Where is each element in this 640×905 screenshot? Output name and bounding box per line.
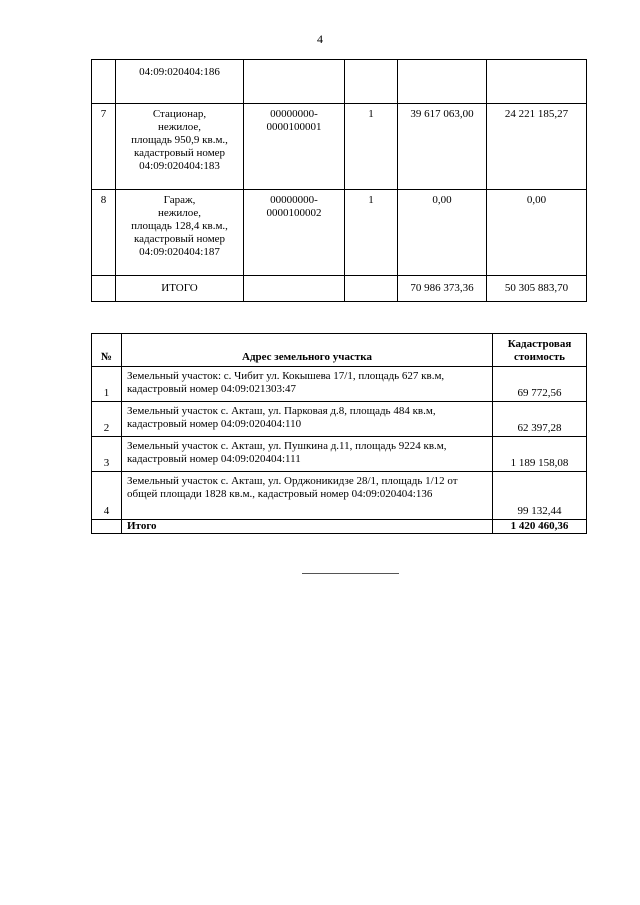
code-line: 0000100001 (266, 121, 322, 133)
name-line: 04:09:020404:183 (139, 160, 220, 172)
table-row (92, 104, 587, 190)
name-line: Стационар, (152, 108, 207, 120)
cell-code (244, 60, 345, 104)
cell-value: 62 397,28 (493, 402, 587, 437)
cell-code (244, 276, 345, 302)
table-row (92, 437, 587, 472)
header-value-line: стоимость (514, 351, 565, 363)
total-value1: 70 986 373,36 (398, 276, 487, 302)
table-total-row (92, 520, 587, 534)
page-number: 4 (317, 32, 323, 46)
header-value (493, 334, 587, 367)
cell-value2 (487, 60, 587, 104)
cell-value2: 24 221 185,27 (487, 104, 587, 190)
header-value-line: Кадастровая (507, 338, 572, 350)
name-line: кадастровый номер (133, 147, 226, 159)
cell-code (244, 104, 345, 190)
cell-name: 04:09:020404:186 (116, 60, 244, 104)
name-line: 04:09:020404:187 (139, 246, 220, 258)
cell-address: Земельный участок: с. Чибит ул. Кокышева 17/1, площадь 627 кв.м, кадастровый номер 04:09:021303:47 (122, 367, 493, 402)
property-table (91, 59, 587, 302)
total-value2: 50 305 883,70 (487, 276, 587, 302)
cell-qty (345, 276, 398, 302)
cell-qty (345, 60, 398, 104)
cell-num: 7 (92, 104, 116, 190)
cell-num (92, 276, 116, 302)
cell-address: Земельный участок с. Акташ, ул. Парковая д.8, площадь 484 кв.м, кадастровый номер 04:09:020404:110 (122, 402, 493, 437)
cell-num: 8 (92, 190, 116, 276)
cell-value: 69 772,56 (493, 367, 587, 402)
name-line: площадь 128,4 кв.м., (131, 220, 228, 232)
cell-value1 (398, 60, 487, 104)
cell-value: 1 189 158,08 (493, 437, 587, 472)
name-line: нежилое, (157, 207, 201, 219)
name-line: площадь 950,9 кв.м., (131, 134, 228, 146)
cell-num (92, 60, 116, 104)
cell-name (116, 104, 244, 190)
code-line: 00000000- (270, 194, 318, 206)
code-line: 00000000- (270, 108, 318, 120)
name-line: нежилое, (157, 121, 201, 133)
table-total-row (92, 276, 587, 302)
cell-name (116, 190, 244, 276)
cell-qty: 1 (345, 104, 398, 190)
cell-code (244, 190, 345, 276)
footer-divider (302, 573, 399, 574)
name-line: Гараж, (163, 194, 196, 206)
table-header-row (92, 334, 587, 367)
cell-value1: 39 617 063,00 (398, 104, 487, 190)
total-label: Итого (122, 520, 493, 534)
code-line: 0000100002 (266, 207, 322, 219)
cell-value2: 0,00 (487, 190, 587, 276)
name-line: кадастровый номер (133, 233, 226, 245)
total-value: 1 420 460,36 (493, 520, 587, 534)
cell-num: 3 (92, 437, 122, 472)
table-row (92, 367, 587, 402)
header-address: Адрес земельного участка (122, 334, 493, 367)
land-plot-table (91, 333, 587, 534)
cell-num: 2 (92, 402, 122, 437)
table-row-continued (92, 60, 587, 104)
table-row (92, 472, 587, 520)
cell-num: 1 (92, 367, 122, 402)
cell-qty: 1 (345, 190, 398, 276)
table-row (92, 402, 587, 437)
table-row (92, 190, 587, 276)
cell-num (92, 520, 122, 534)
cell-num: 4 (92, 472, 122, 520)
header-num: № (92, 334, 122, 367)
cell-value: 99 132,44 (493, 472, 587, 520)
total-label: ИТОГО (116, 276, 244, 302)
cell-value1: 0,00 (398, 190, 487, 276)
cell-address: Земельный участок с. Акташ, ул. Орджоникидзе 28/1, площадь 1/12 от общей площади 1828 кв.м., кадастровый номер 04:09:020404:136 (122, 472, 493, 520)
cell-address: Земельный участок с. Акташ, ул. Пушкина д.11, площадь 9224 кв.м, кадастровый номер 04:09:020404:111 (122, 437, 493, 472)
